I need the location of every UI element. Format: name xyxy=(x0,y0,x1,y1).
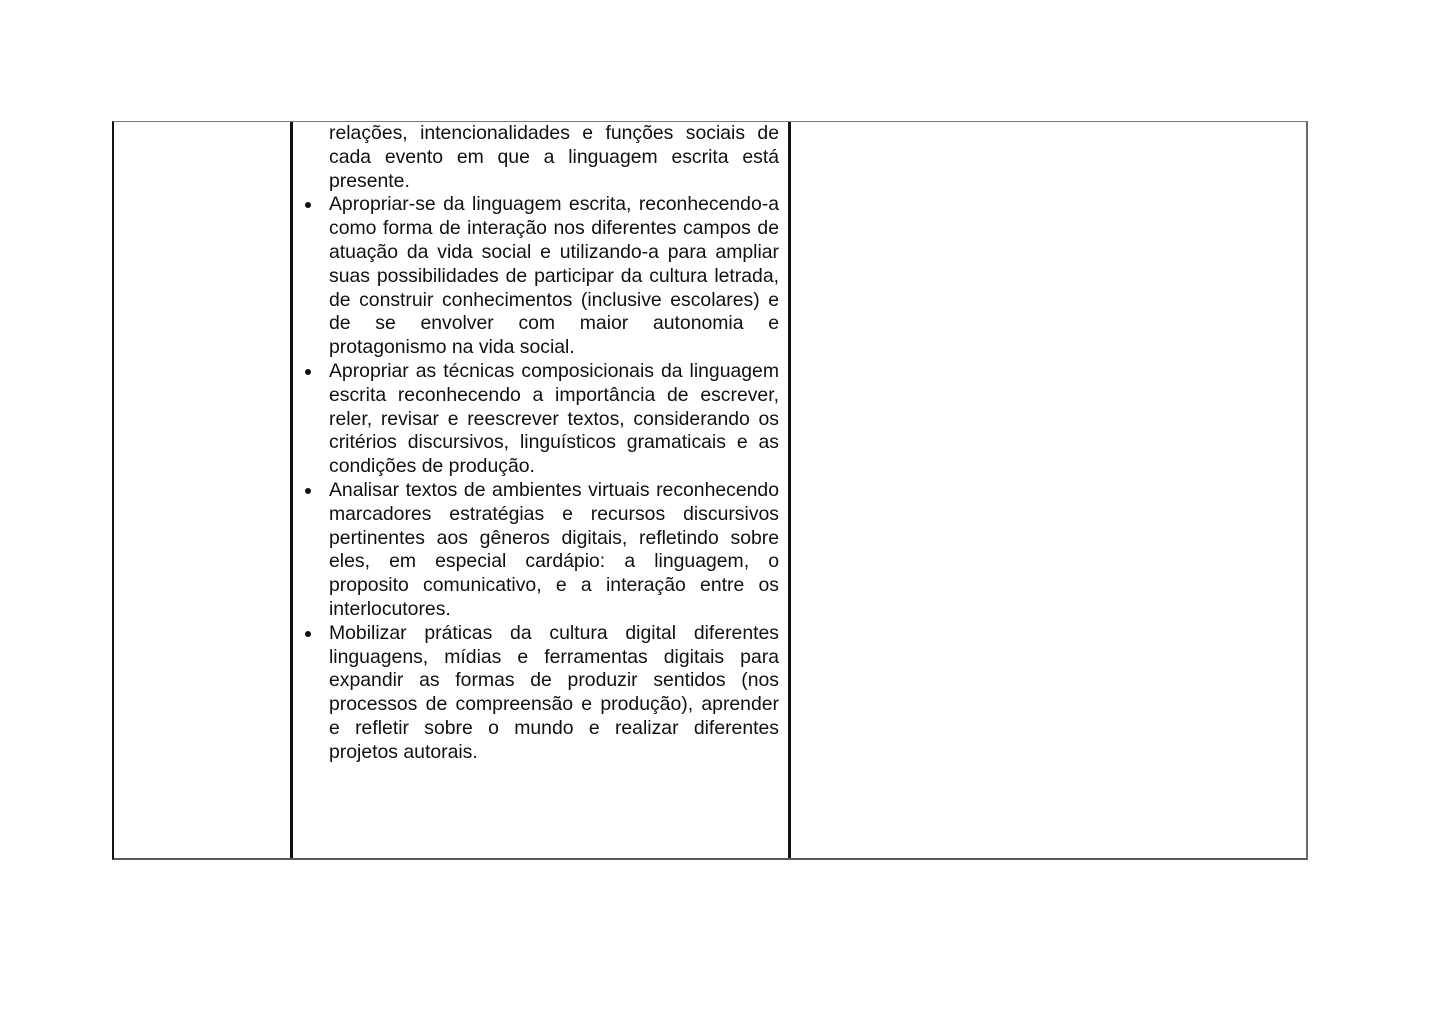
list-item xyxy=(329,193,779,360)
list-item-text: Apropriar as técnicas composicionais da linguagem escrita reconhecendo a importância de escrever, reler, revisar e reescrever textos, considerando os critérios discursivos, linguísticos gramaticais e as condições de produção. xyxy=(329,359,779,478)
list-item-text: Mobilizar práticas da cultura digital diferentes linguagens, mídias e ferramentas digitais para expandir as formas de produzir sentidos (nos processos de compreensão e produção), aprender e refletir sobre o mundo e realizar diferentes projetos autorais. xyxy=(329,621,779,763)
objectives-list xyxy=(329,193,779,764)
table-cell-left xyxy=(114,122,290,858)
list-item xyxy=(329,360,779,479)
bullet-icon xyxy=(305,369,311,375)
table-cell-middle xyxy=(293,122,788,858)
list-item xyxy=(329,622,779,765)
list-item xyxy=(329,479,779,622)
cell-content xyxy=(329,122,779,765)
content-table xyxy=(112,121,1308,860)
list-item-text: Apropriar-se da linguagem escrita, reconhecendo-a como forma de interação nos diferentes campos de atuação da vida social e utilizando-a para ampliar suas possibilidades de participar da cultura letrada, de construir conhecimentos (inclusive escolares) e de se envolver com maior autonomia e protagonismo na vida social. xyxy=(329,193,779,359)
list-item-text: Analisar textos de ambientes virtuais reconhecendo marcadores estratégias e recursos discursivos pertinentes aos gêneros digitais, refletindo sobre eles, em especial cardápio: a linguagem, o proposito comunicativo, e a interação entre os interlocutores. xyxy=(329,478,779,620)
continuation-paragraph: relações, intencionalidades e funções sociais de cada evento em que a linguagem escrita está presente. xyxy=(329,122,779,192)
table-cell-right xyxy=(791,122,1306,858)
bullet-icon xyxy=(305,202,311,208)
bullet-icon xyxy=(305,488,311,494)
bullet-icon xyxy=(305,631,311,637)
